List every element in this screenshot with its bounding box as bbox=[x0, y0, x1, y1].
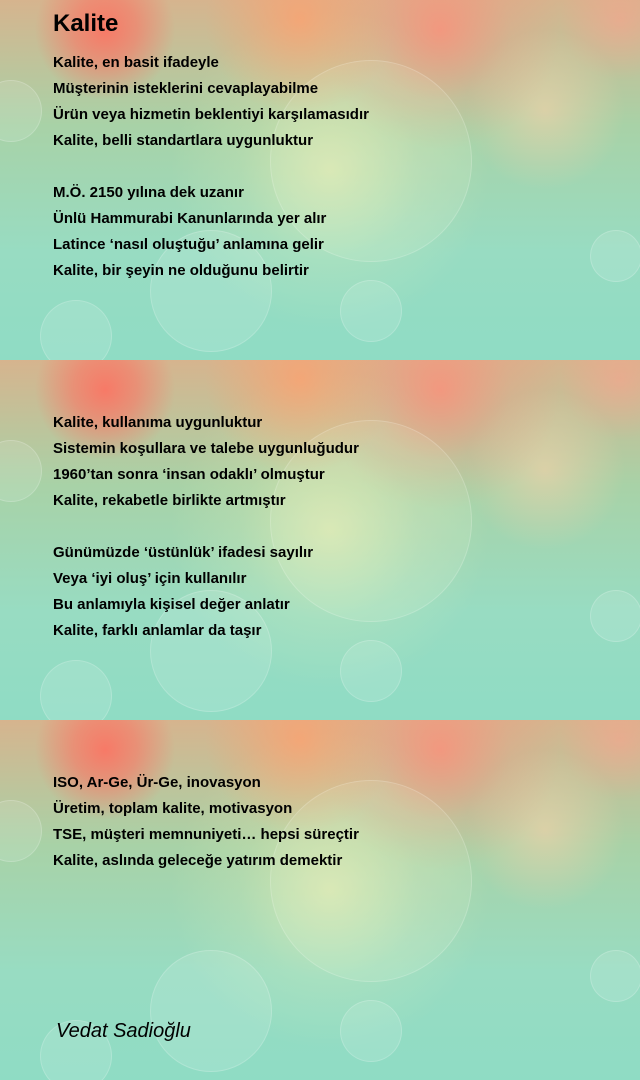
poem-line: Kalite, bir şeyin ne olduğunu belirtir bbox=[53, 262, 309, 279]
poem-line: Ünlü Hammurabi Kanunlarında yer alır bbox=[53, 210, 327, 227]
bokeh-circle bbox=[0, 440, 42, 502]
bokeh-circle bbox=[590, 590, 640, 642]
poem-line: 1960’tan sonra ‘insan odaklı’ olmuştur bbox=[53, 466, 325, 483]
poem-line: Üretim, toplam kalite, motivasyon bbox=[53, 800, 293, 817]
stanza bbox=[53, 180, 369, 284]
poem-panel-3 bbox=[0, 720, 640, 1080]
poem-line: TSE, müşteri memnuniyeti… hepsi süreçtir bbox=[53, 826, 359, 843]
stanza bbox=[53, 50, 369, 154]
poem-line: Bu anlamıyla kişisel değer anlatır bbox=[53, 596, 290, 613]
poem-line: Kalite, en basit ifadeyle bbox=[53, 54, 219, 71]
stanza bbox=[53, 770, 359, 874]
stanza bbox=[53, 540, 359, 644]
stanza bbox=[53, 410, 359, 514]
bokeh-circle bbox=[340, 1000, 402, 1062]
poem-line: Kalite, rekabetle birlikte artmıştır bbox=[53, 492, 286, 509]
bokeh-circle bbox=[590, 950, 640, 1002]
bokeh-circle bbox=[0, 800, 42, 862]
poem-line: Günümüzde ‘üstünlük’ ifadesi sayılır bbox=[53, 544, 314, 561]
poem-line: Ürün veya hizmetin beklentiyi karşılamasıdır bbox=[53, 106, 369, 123]
poem-author: Vedat Sadioğlu bbox=[56, 1020, 191, 1042]
bokeh-circle bbox=[0, 80, 42, 142]
poem-line: Kalite, aslında geleceğe yatırım demektir bbox=[53, 852, 343, 869]
poem-line: Latince ‘nasıl oluştuğu’ anlamına gelir bbox=[53, 236, 324, 253]
poem-line: Sistemin koşullara ve talebe uygunluğudur bbox=[53, 440, 359, 457]
poem-line: ISO, Ar-Ge, Ür-Ge, inovasyon bbox=[53, 774, 261, 791]
poem-line: Kalite, kullanıma uygunluktur bbox=[53, 414, 263, 431]
poem-line: Kalite, belli standartlara uygunluktur bbox=[53, 132, 314, 149]
poem-panel-1 bbox=[0, 0, 640, 360]
poem-body bbox=[53, 410, 359, 670]
poem-body bbox=[53, 770, 359, 900]
poem-line: Kalite, farklı anlamlar da taşır bbox=[53, 622, 262, 639]
bokeh-circle bbox=[590, 230, 640, 282]
poem-body bbox=[53, 50, 369, 310]
poem-line: M.Ö. 2150 yılına dek uzanır bbox=[53, 184, 244, 201]
poem-panel-2 bbox=[0, 360, 640, 720]
poem-title: Kalite bbox=[53, 10, 119, 37]
poem-line: Veya ‘iyi oluş’ için kullanılır bbox=[53, 570, 247, 587]
bokeh-circle bbox=[150, 950, 272, 1072]
poem-line: Müşterinin isteklerini cevaplayabilme bbox=[53, 80, 319, 97]
